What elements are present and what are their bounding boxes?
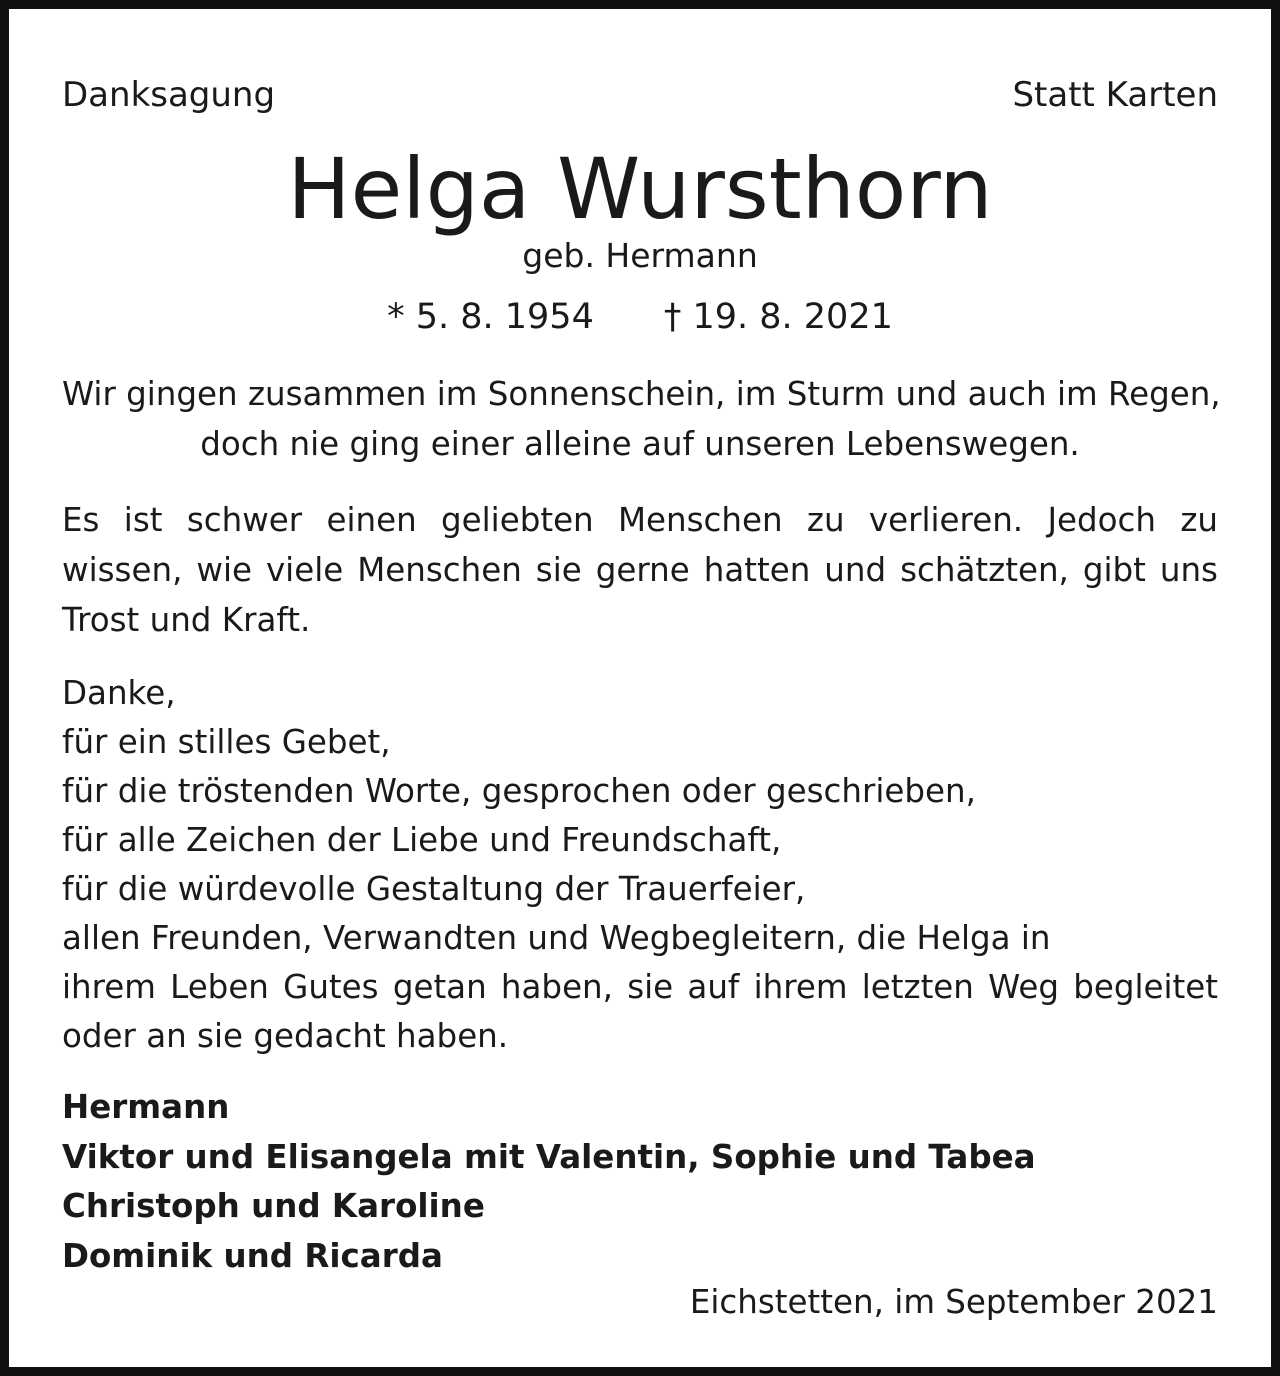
thanks-line: Danke, — [62, 674, 176, 712]
thanks-line: für die würdevolle Gestaltung der Trauerfeier, — [62, 870, 806, 908]
thanks-line: für ein stilles Gebet, — [62, 723, 391, 761]
signers-block — [62, 1083, 1218, 1281]
thanks-line: für alle Zeichen der Liebe und Freundschaft, — [62, 821, 782, 859]
signer-name: Dominik und Ricarda — [62, 1236, 443, 1275]
thanks-line: ihrem Leben Gutes getan haben, sie auf ihrem letzten Weg begleitet — [62, 968, 1218, 1006]
thanks-line: für die tröstenden Worte, gesprochen oder geschrieben, — [62, 772, 976, 810]
signer-name: Hermann — [62, 1088, 230, 1126]
verse-line: doch nie ging einer alleine auf unseren Lebenswegen. — [200, 425, 1080, 463]
place-and-date: Eichstetten, im September 2021 — [689, 1283, 1218, 1321]
verse — [62, 369, 1221, 469]
thanks-line: allen Freunden, Verwandten und Wegbegleitern, die Helga in — [62, 919, 1051, 957]
condolence-paragraph: Es ist schwer einen geliebten Menschen zu verlieren. Jedoch zu wissen, wie viele Menschen sie gerne hatten und schätzten, gibt uns Trost und Kraft. — [62, 501, 1218, 639]
signer-name: Viktor und Elisangela mit Valentin, Sophie und Tabea — [62, 1137, 1036, 1176]
thanks-block — [62, 669, 1218, 1061]
birth-date: * 5. 8. 1954 — [387, 297, 594, 337]
death-date: † 19. 8. 2021 — [663, 297, 893, 337]
signer-name: Christoph und Karoline — [62, 1187, 485, 1225]
verse-line: Wir gingen zusammen im Sonnenschein, im Sturm und auch im Regen, — [62, 375, 1221, 413]
thanks-line: oder an sie gedacht haben. — [62, 1017, 509, 1055]
deceased-name: Helga Wursthorn — [287, 140, 993, 238]
header-left-label: Danksagung — [62, 75, 276, 115]
life-dates — [9, 294, 1271, 340]
header-right-label: Statt Karten — [1012, 75, 1218, 115]
maiden-name: geb. Hermann — [522, 236, 758, 275]
